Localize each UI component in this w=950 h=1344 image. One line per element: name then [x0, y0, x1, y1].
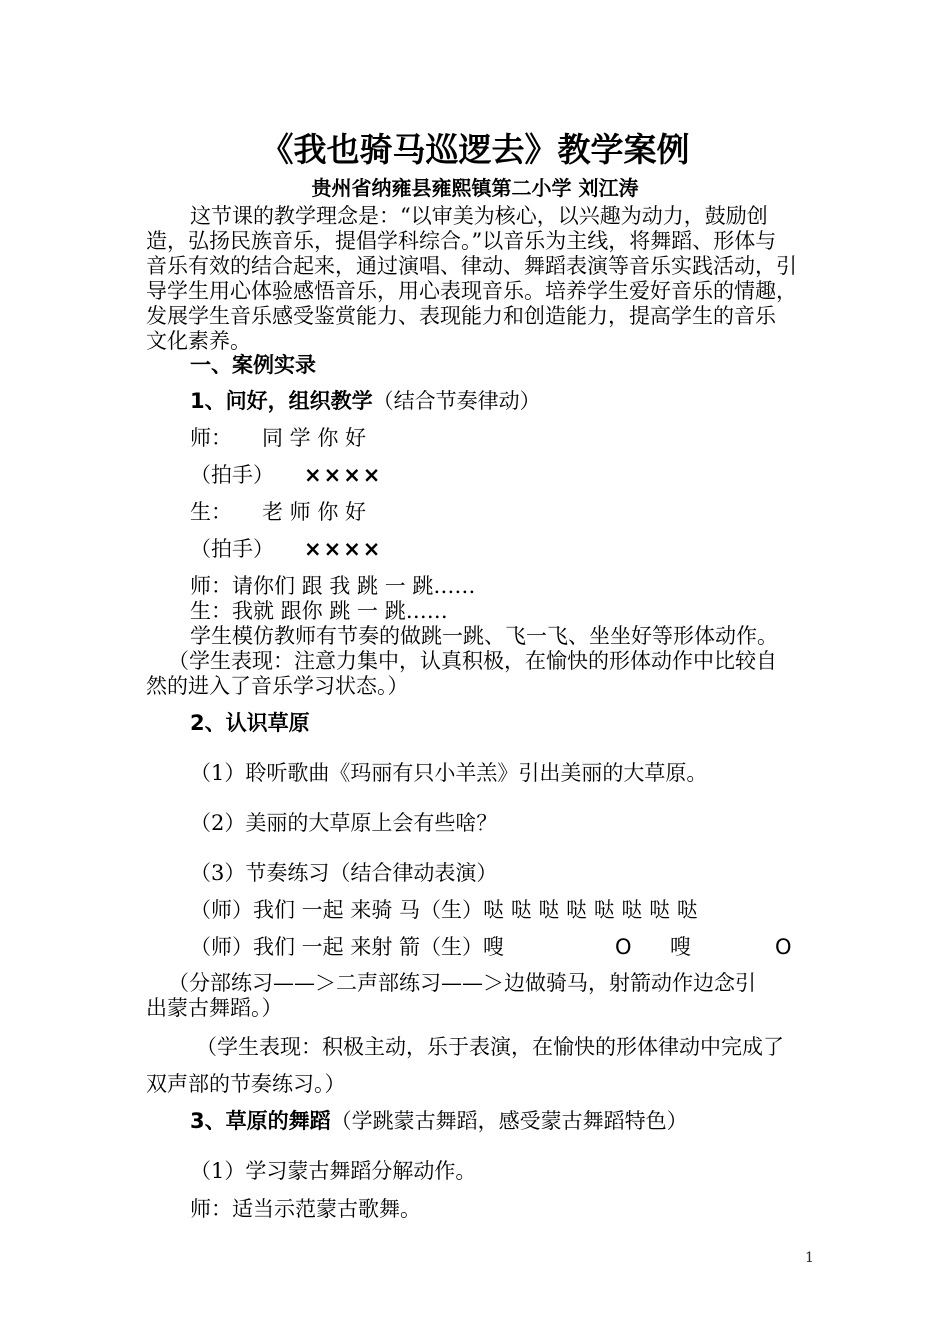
step3-heading: [190, 1108, 688, 1134]
rhythm-line: [190, 934, 792, 960]
intro-line: 文化素养。: [146, 329, 251, 353]
author-line: 贵州省纳雍县雍熙镇第二小学 刘江涛: [311, 176, 639, 200]
clap-marks: ××××: [304, 537, 383, 561]
clap-line: [190, 462, 382, 488]
rhythm-line: （师）我们 一起 来骑 马（生）哒 哒 哒 哒 哒 哒 哒 哒: [190, 898, 698, 922]
dialogue-teacher-line: [190, 425, 366, 451]
speaker-label: 师：: [190, 426, 232, 450]
step3-heading-text: 3、草原的舞蹈: [190, 1109, 331, 1133]
performance-note: （学生表现：注意力集中，认真积极，在愉快的形体动作中比较自: [168, 649, 777, 673]
dialogue-teacher-line: 师：请你们 跟 我 跳 一 跳……: [190, 574, 476, 598]
step1-heading: [190, 388, 541, 414]
list-item: （3）节奏练习（结合律动表演）: [190, 861, 498, 885]
rest-mark: O: [775, 935, 792, 959]
list-item: （2）美丽的大草原上会有些啥？: [190, 811, 498, 835]
clap-marks: ××××: [304, 463, 383, 487]
dialogue-teacher-line: 师：适当示范蒙古歌舞。: [190, 1197, 421, 1221]
page-number: 1: [805, 1250, 814, 1266]
step3-heading-note: （学跳蒙古舞蹈，感受蒙古舞蹈特色）: [330, 1109, 688, 1133]
rhythm-text: 嗖: [670, 935, 691, 959]
performance-note: 然的进入了音乐学习状态。）: [146, 674, 409, 698]
body-line: 学生模仿教师有节奏的做跳一跳、飞一飞、坐坐好等形体动作。: [190, 624, 778, 648]
dialogue-text: 老 师 你 好: [262, 500, 367, 524]
intro-line: 发展学生音乐感受鉴赏能力、表现能力和创造能力，提高学生的音乐: [146, 304, 776, 328]
rest-mark: O: [615, 935, 632, 959]
list-item: （1）学习蒙古舞蹈分解动作。: [190, 1159, 477, 1183]
dialogue-text: 同 学 你 好: [262, 426, 367, 450]
performance-note: （学生表现：积极主动，乐于表演，在愉快的形体律动中完成了: [196, 1035, 784, 1059]
intro-line: 导学生用心体验感悟音乐，用心表现音乐。培养学生爱好音乐的情趣，: [146, 279, 797, 303]
dialogue-student-line: 生：我就 跟你 跳 一 跳……: [190, 599, 448, 623]
step2-heading: 2、认识草原: [190, 711, 310, 735]
clap-label: （拍手）: [190, 537, 274, 561]
performance-note: 双声部的节奏练习。）: [146, 1072, 346, 1096]
dialogue-student-line: [190, 499, 366, 525]
step1-heading-text: 1、问好，组织教学: [190, 389, 373, 413]
intro-line: 音乐有效的结合起来，通过演唱、律动、舞蹈表演等音乐实践活动，引: [146, 254, 797, 278]
clap-line: [190, 536, 382, 562]
list-item: （1）聆听歌曲《玛丽有只小羊羔》引出美丽的大草原。: [190, 761, 708, 785]
rhythm-text: （师）我们 一起 来射 箭（生）嗖: [190, 935, 505, 959]
document-title: 《我也骑马巡逻去》教学案例: [260, 130, 690, 169]
clap-label: （拍手）: [190, 463, 274, 487]
intro-line: 这节课的教学理念是：“以审美为核心，以兴趣为动力，鼓励创: [190, 204, 768, 228]
step1-heading-note: （结合节奏律动）: [372, 389, 541, 413]
practice-note: （分部练习——＞二声部练习——＞边做骑马，射箭动作边念引: [168, 971, 756, 995]
practice-note: 出蒙古舞蹈。）: [146, 996, 283, 1020]
speaker-label: 生：: [190, 500, 232, 524]
intro-line: 造，弘扬民族音乐，提倡学科综合。”以音乐为主线，将舞蹈、形体与: [146, 229, 777, 253]
section-heading: 一、案例实录: [190, 353, 316, 377]
